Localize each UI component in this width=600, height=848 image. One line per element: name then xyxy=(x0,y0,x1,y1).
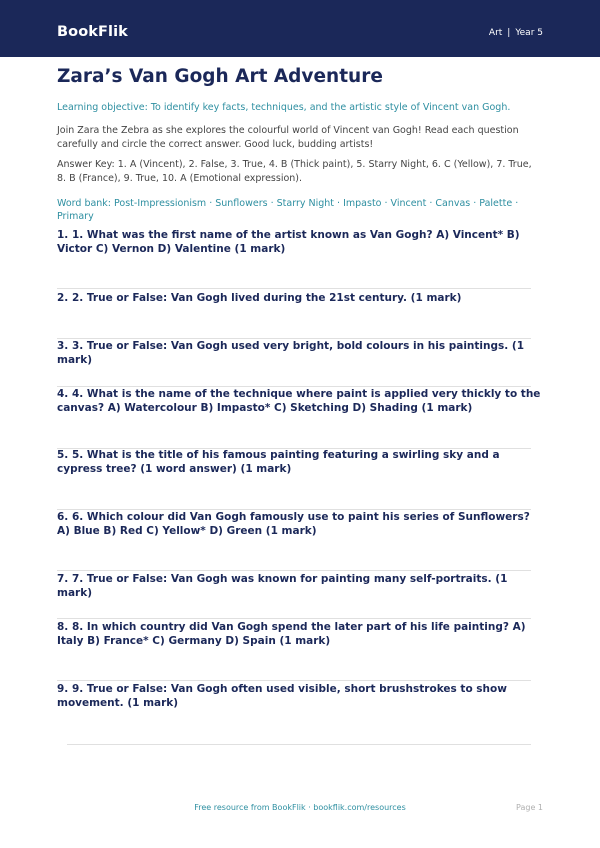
question-2: 2. 2. True or False: Van Gogh lived during the 21st century. (1 mark) xyxy=(57,292,462,304)
page-header xyxy=(0,0,600,57)
page-number: Page 1 xyxy=(516,803,543,812)
year-label: Year 5 xyxy=(515,28,543,38)
answer-line-8 xyxy=(57,680,531,681)
question-9: 9. 9. True or False: Van Gogh often used visible, short brushstrokes to show movement. (1 mark) xyxy=(57,683,507,709)
meta-separator: | xyxy=(507,28,511,38)
answer-line-1 xyxy=(57,288,531,289)
question-6: 6. 6. Which colour did Van Gogh famously use to paint his series of Sunflowers? A) Blue B) Red C) Yellow* D) Green (1 mark) xyxy=(57,511,530,537)
subject-year-label xyxy=(489,27,543,39)
question-7: 7. 7. True or False: Van Gogh was known for painting many self-portraits. (1 mark) xyxy=(57,573,508,599)
learning-objective: Learning objective: To identify key facts, techniques, and the artistic style of Vincent van Gogh. xyxy=(57,102,511,113)
answer-key: Answer Key: 1. A (Vincent), 2. False, 3. True, 4. B (Thick paint), 5. Starry Night, 6. C (Yellow), 7. True, 8. B (France), 9. True, 10. A (Emotional expression). xyxy=(57,159,532,184)
intro-text: Join Zara the Zebra as she explores the colourful world of Vincent van Gogh! Read each question carefully and circle the correct answer. Good luck, budding artists! xyxy=(57,125,519,150)
question-4: 4. 4. What is the name of the technique where paint is applied very thickly to the canvas? A) Watercolour B) Impasto* C) Sketching D) Shading (1 mark) xyxy=(57,388,541,414)
answer-line-6 xyxy=(57,570,531,571)
answer-line-9 xyxy=(67,744,531,745)
word-bank: Word bank: Post-Impressionism · Sunflowers · Starry Night · Impasto · Vincent · Canvas · Palette · Primary xyxy=(57,198,519,222)
answer-line-7 xyxy=(57,618,531,619)
question-8: 8. 8. In which country did Van Gogh spend the later part of his life painting? A) Italy B) France* C) Germany D) Spain (1 mark) xyxy=(57,621,526,647)
subject-label: Art xyxy=(488,28,503,38)
question-3: 3. 3. True or False: Van Gogh used very bright, bold colours in his paintings. (1 mark) xyxy=(57,340,525,366)
brand-logo-text: BookFlik xyxy=(57,24,128,40)
footer-credit: Free resource from BookFlik · bookflik.com/resources xyxy=(194,803,406,812)
question-5: 5. 5. What is the title of his famous painting featuring a swirling sky and a cypress tree? (1 word answer) (1 mark) xyxy=(57,449,500,475)
worksheet-title: Zara’s Van Gogh Art Adventure xyxy=(57,66,383,87)
question-1: 1. 1. What was the first name of the artist known as Van Gogh? A) Vincent* B) Victor C) Vernon D) Valentine (1 mark) xyxy=(57,229,520,255)
